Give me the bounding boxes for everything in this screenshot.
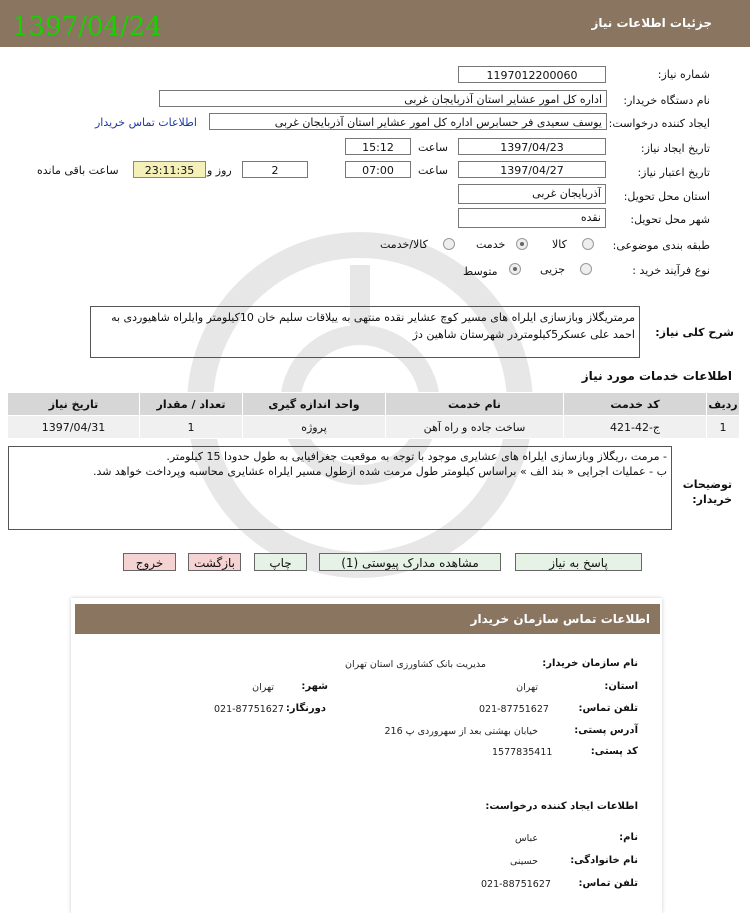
contact-postal-label: کد پستی:: [590, 746, 638, 757]
contact-address: خیابان بهشتی بعد از سهروردی پ 216: [384, 726, 538, 737]
process-radio-minor[interactable]: [580, 263, 592, 275]
contact-address-label: آدرس پستی:: [574, 725, 638, 736]
process-radio-medium[interactable]: [509, 263, 521, 275]
contact-city: تهران: [252, 682, 274, 693]
exit-button[interactable]: خروج: [123, 553, 176, 571]
buyer-notes-line-2: ب - عملیات اجرایی « بند الف » براساس کیلومتر طول مرمت شده ازطول مسیر ایلراه عشایری محاسبه وپرداخت خواهد شد.: [92, 465, 667, 478]
page-title: جزئیات اطلاعات نیاز: [591, 16, 712, 30]
cell-service-name: ساخت جاده و راه آهن: [386, 416, 564, 439]
col-service-code-header: کد خدمت: [564, 393, 707, 416]
contact-province-label: استان:: [604, 681, 638, 692]
category-option-service: خدمت: [476, 238, 506, 251]
days-label: روز و: [207, 164, 232, 177]
valid-date-label: تاریخ اعتبار نیاز:: [637, 166, 710, 179]
contact-phone-label: تلفن تماس:: [578, 703, 638, 714]
cell-unit: پروژه: [243, 416, 386, 439]
buyer-org-field: اداره کل امور عشایر استان آذربایجان غربی: [159, 90, 607, 107]
process-option-minor: جزیی: [540, 263, 566, 276]
need-number-label: شماره نیاز:: [657, 68, 710, 81]
creator-name-label: نام:: [619, 832, 638, 843]
valid-date-field: 1397/04/27: [458, 161, 606, 178]
creator-field: یوسف سعیدی فر حسابرس اداره کل امور عشایر استان آذربایجان غربی: [209, 113, 607, 130]
buyer-contact-title: اطلاعات تماس سازمان خریدار: [470, 612, 650, 626]
contact-city-label: شهر:: [301, 681, 328, 692]
category-option-goods: کالا: [552, 238, 567, 251]
description-box: مرمتریگلاز وبازسازی ایلراه های مسیر کوچ عشایر نقده منتهی به ییلاقات سلیم خان 10کیلومتر وایلراه شاهیوردی به احمد علی عسکر5کیلومتردر شهرستان شاهین دژ: [90, 306, 640, 358]
contact-org: مدیریت بانک کشاورزی استان تهران: [344, 659, 486, 670]
buyer-notes-box: [8, 446, 672, 530]
city-field: نقده: [458, 208, 606, 228]
contact-postal: 1577835411: [492, 747, 553, 758]
attachments-button[interactable]: مشاهده مدارک پیوستی (1): [319, 553, 501, 571]
contact-org-label: نام سازمان خریدار:: [542, 658, 638, 669]
col-service-name-header: نام خدمت: [386, 393, 564, 416]
contact-phone: 021-87751627: [479, 704, 549, 715]
creator-family: حسینی: [510, 856, 538, 867]
need-number-field: 1197012200060: [458, 66, 606, 83]
col-row-header: ردیف: [707, 393, 740, 416]
contact-province: تهران: [516, 682, 538, 693]
services-title: اطلاعات خدمات مورد نیاز: [581, 369, 732, 383]
col-quantity-header: تعداد / مقدار: [140, 393, 243, 416]
creator-family-label: نام خانوادگی:: [570, 855, 638, 866]
description-label: شرح کلی نیاز:: [655, 326, 734, 339]
created-time-label: ساعت: [418, 141, 448, 154]
services-table: [7, 392, 740, 439]
valid-time-field: 07:00: [345, 161, 411, 178]
creator-phone: 021-88751627: [481, 879, 551, 890]
category-radio-service[interactable]: [516, 238, 528, 250]
buyer-contact-link[interactable]: اطلاعات تماس خریدار: [95, 116, 197, 129]
days-field: 2: [242, 161, 308, 178]
category-radio-both[interactable]: [443, 238, 455, 250]
remaining-label: ساعت باقی مانده: [37, 164, 119, 177]
respond-button[interactable]: پاسخ به نیاز: [515, 553, 642, 571]
remaining-time-field: 23:11:35: [133, 161, 206, 178]
services-header-row: [8, 393, 740, 416]
cell-service-code: ج-42-421: [564, 416, 707, 439]
created-date-field: 1397/04/23: [458, 138, 606, 155]
cell-need-date: 1397/04/31: [8, 416, 140, 439]
creator-label: ایجاد کننده درخواست:: [608, 117, 710, 130]
category-option-both: کالا/خدمت: [380, 238, 428, 251]
creator-name: عباس: [514, 833, 538, 844]
col-need-date-header: تاریخ نیاز: [8, 393, 140, 416]
creator-phone-label: تلفن تماس:: [578, 878, 638, 889]
buyer-org-label: نام دستگاه خریدار:: [623, 94, 710, 107]
process-option-medium: متوسط: [463, 265, 498, 278]
created-time-field: 15:12: [345, 138, 411, 155]
print-button[interactable]: چاپ: [254, 553, 307, 571]
category-radio-goods[interactable]: [582, 238, 594, 250]
province-field: آذربایجان غربی: [458, 184, 606, 204]
col-unit-header: واحد اندازه گیری: [243, 393, 386, 416]
cell-quantity: 1: [140, 416, 243, 439]
process-label: نوع فرآیند خرید :: [632, 264, 710, 277]
created-date-label: تاریخ ایجاد نیاز:: [640, 142, 710, 155]
city-label: شهر محل تحویل:: [630, 213, 710, 226]
date-stamp: 1397/04/24: [12, 12, 162, 42]
category-label: طبقه بندی موضوعی:: [612, 239, 710, 252]
province-label: استان محل تحویل:: [623, 190, 710, 203]
creator-info-title: اطلاعات ایجاد کننده درخواست:: [485, 801, 638, 812]
cell-row: 1: [707, 416, 740, 439]
buyer-notes-label: توضیحات خریدار:: [682, 478, 732, 506]
contact-fax-label: دورنگار:: [285, 703, 326, 714]
buyer-notes-line-1: - مرمت ،ریگلاز وبازسازی ایلراه های عشایری موجود با توجه به موقعیت جغرافیایی به طول حدودا 15 کیلومتر.: [166, 450, 667, 463]
back-button[interactable]: بازگشت: [188, 553, 241, 571]
table-row: [8, 416, 740, 439]
valid-time-label: ساعت: [418, 164, 448, 177]
contact-fax: 021-87751627: [214, 704, 284, 715]
